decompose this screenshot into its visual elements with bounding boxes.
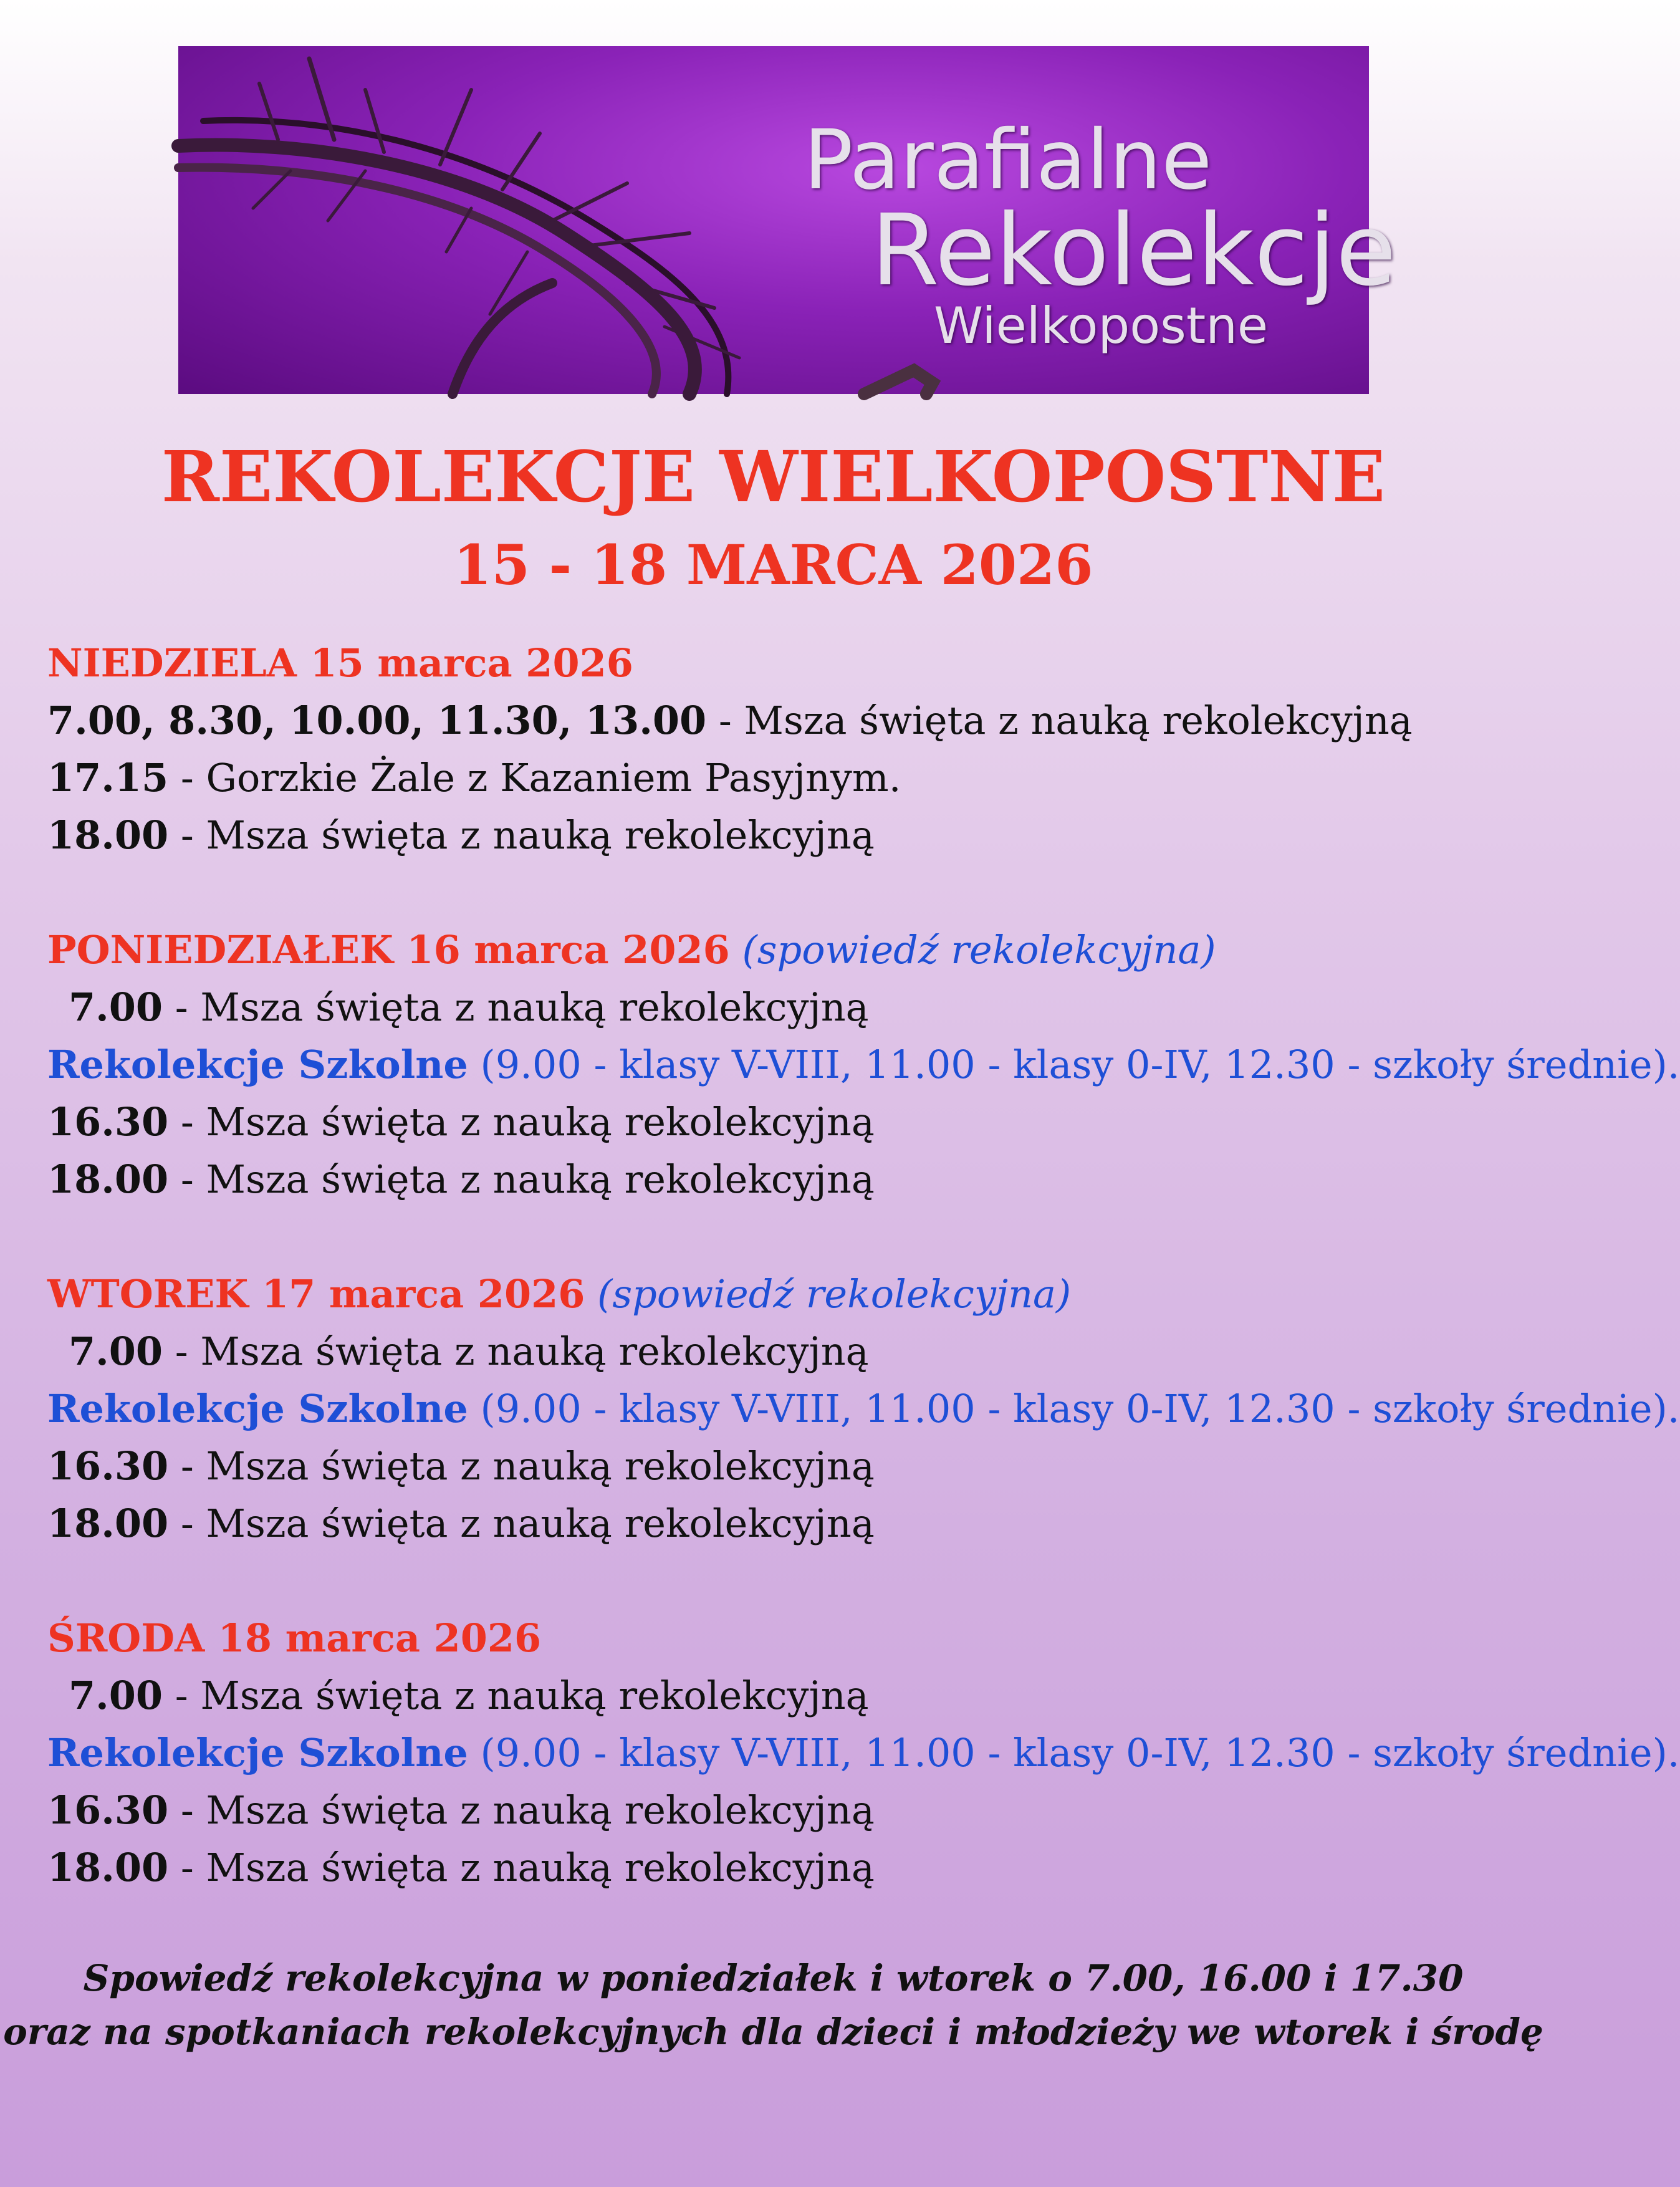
item-time: 18.00: [47, 1501, 169, 1546]
school-retreat-text: (9.00 - klasy V-VIII, 11.00 - klasy 0-IV, 12.30 - szkoły średnie).: [468, 1386, 1680, 1431]
day-name: PONIEDZIAŁEK 16 marca 2026: [47, 927, 730, 973]
day-wednesday: [47, 1610, 1680, 1896]
page-title: REKOLEKCJE WIELKOPOSTNE: [161, 436, 1386, 518]
schedule-item: [47, 749, 1531, 807]
school-retreat-label: Rekolekcje Szkolne: [47, 1386, 468, 1431]
item-text: - Msza święta z nauką rekolekcyjną: [168, 812, 875, 858]
schedule-item: [47, 1323, 1531, 1380]
schedule-item: [47, 1151, 1531, 1208]
schedule: [47, 635, 1680, 1954]
day-monday: [47, 921, 1680, 1208]
school-retreat-item: [47, 1724, 1680, 1782]
day-tuesday: [47, 1266, 1680, 1552]
item-text: - Msza święta z nauką rekolekcyjną: [163, 1329, 869, 1374]
day-heading: [47, 921, 1531, 979]
footer-note: [0, 1951, 1547, 2059]
banner-title-line1: Parafialne: [804, 112, 1212, 208]
day-note: (spowiedź rekolekcyjna): [742, 927, 1216, 973]
schedule-item: [47, 1782, 1531, 1839]
page-dates: 15 - 18 MARCA 2026: [453, 532, 1093, 597]
item-text: - Msza święta z nauką rekolekcyjną: [163, 984, 869, 1030]
item-text: - Msza święta z nauką rekolekcyjną: [168, 1501, 875, 1546]
school-retreat-item: [47, 1380, 1680, 1438]
day-name: WTOREK 17 marca 2026: [47, 1271, 585, 1317]
schedule-item: [47, 1094, 1531, 1151]
item-time: 18.00: [47, 812, 169, 858]
item-time: 18.00: [47, 1156, 169, 1202]
school-retreat-label: Rekolekcje Szkolne: [47, 1730, 468, 1776]
school-retreat-item: [47, 1036, 1680, 1094]
footer-line-2: oraz na spotkaniach rekolekcyjnych dla dzieci i młodzieży we wtorek i środę: [3, 2011, 1543, 2053]
item-text: - Msza święta z nauką rekolekcyjną: [168, 1787, 875, 1833]
school-retreat-label: Rekolekcje Szkolne: [47, 1042, 468, 1087]
item-time: 16.30: [47, 1787, 169, 1833]
item-text: - Gorzkie Żale z Kazaniem Pasyjnym.: [168, 755, 901, 800]
footer-line-1: Spowiedź rekolekcyjna w poniedziałek i wtorek o 7.00, 16.00 i 17.30: [83, 1957, 1464, 1999]
school-retreat-text: (9.00 - klasy V-VIII, 11.00 - klasy 0-IV, 12.30 - szkoły średnie).: [468, 1042, 1680, 1087]
banner-title-line2: Rekolekcje: [871, 193, 1397, 308]
schedule-item: [47, 979, 1531, 1036]
schedule-item: [47, 1839, 1531, 1896]
day-note: (spowiedź rekolekcyjna): [597, 1271, 1072, 1317]
item-text: - Msza święta z nauką rekolekcyjną: [168, 1099, 875, 1145]
schedule-item: [47, 692, 1531, 749]
schedule-item: [47, 1438, 1531, 1495]
item-time: 7.00: [69, 1329, 163, 1374]
school-retreat-text: (9.00 - klasy V-VIII, 11.00 - klasy 0-IV, 12.30 - szkoły średnie).: [468, 1730, 1680, 1776]
schedule-item: [47, 807, 1531, 864]
item-time: 7.00: [69, 1673, 163, 1718]
item-time: 16.30: [47, 1443, 169, 1489]
banner-title-line3: Wielkopostne: [934, 297, 1269, 355]
day-name: NIEDZIELA 15 marca 2026: [47, 640, 633, 686]
item-text: - Msza święta z nauką rekolekcyjną: [168, 1156, 875, 1202]
day-heading: [47, 635, 1531, 692]
item-time: 7.00: [69, 984, 163, 1030]
day-heading: [47, 1610, 1531, 1667]
item-time: 7.00, 8.30, 10.00, 11.30, 13.00: [47, 698, 707, 743]
item-text: - Msza święta z nauką rekolekcyjną: [706, 698, 1413, 743]
item-time: 16.30: [47, 1099, 169, 1145]
item-time: 18.00: [47, 1845, 169, 1890]
schedule-item: [47, 1495, 1531, 1552]
item-text: - Msza święta z nauką rekolekcyjną: [168, 1845, 875, 1890]
item-text: - Msza święta z nauką rekolekcyjną: [163, 1673, 869, 1718]
day-sunday: [47, 635, 1531, 864]
day-heading: [47, 1266, 1531, 1323]
item-time: 17.15: [47, 755, 169, 800]
day-name: ŚRODA 18 marca 2026: [47, 1615, 542, 1661]
item-text: - Msza święta z nauką rekolekcyjną: [168, 1443, 875, 1489]
schedule-item: [47, 1667, 1531, 1724]
header-banner: [178, 46, 1397, 394]
